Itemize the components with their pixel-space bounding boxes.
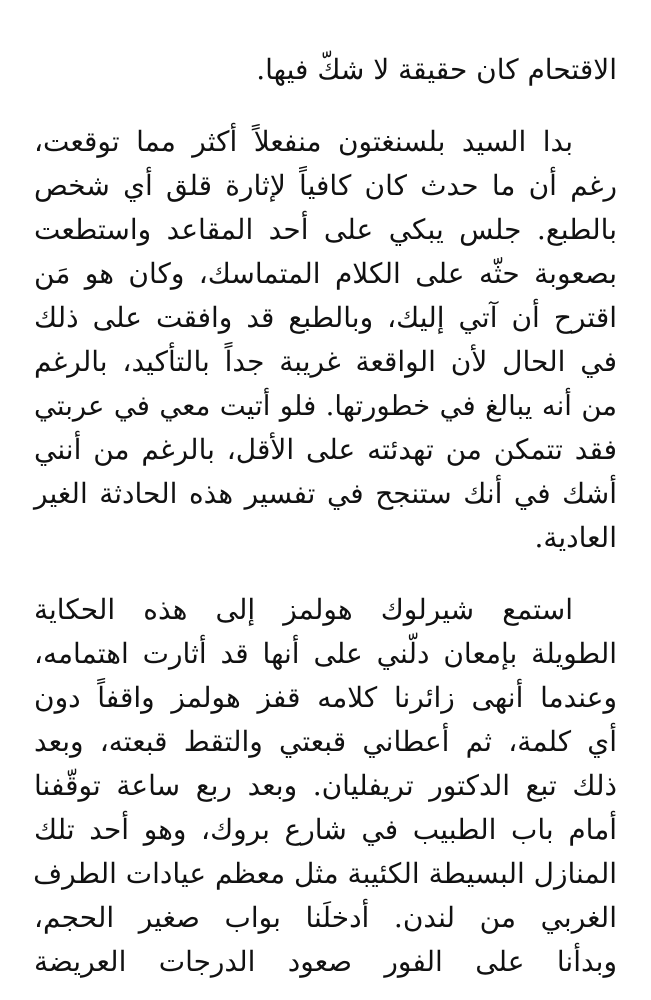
book-page xyxy=(34,0,617,1000)
text-line: أي كلمة، ثم أعطاني قبعتي والتقط قبعته، وبعد xyxy=(34,725,617,758)
text-line: العادية. xyxy=(534,521,617,554)
text-line: المنازل البسيطة الكئيبة مثل معظم عيادات الطرف xyxy=(33,857,617,890)
text-line: الاقتحام كان حقيقة لا شكّ فيها. xyxy=(256,53,617,86)
text-line: اقترح أن آتي إليك، وبالطبع قد وافقت على ذلك xyxy=(34,301,617,334)
text-line: الغربي من لندن. أدخلَنا بواب صغير الحجم، xyxy=(34,901,617,934)
text-line: ذلك تبع الدكتور تريفليان. وبعد ربع ساعة توقّفنا xyxy=(34,769,617,802)
text-line: بصعوبة حثّه على الكلام المتماسك، وكان هو مَن xyxy=(34,257,617,290)
text-line: استمع شيرلوك هولمز إلى هذه الحكاية xyxy=(34,593,573,626)
text-line: بالطبع. جلس يبكي على أحد المقاعد واستطعت xyxy=(34,213,617,246)
text-line: وعندما أنهى زائرنا كلامه قفز هولمز واقفاً دون xyxy=(34,681,617,714)
text-line: فقد تتمكن من تهدئته على الأقل، بالرغم من أنني xyxy=(34,433,617,466)
text-line: رغم أن ما حدث كان كافياً لإثارة قلق أي شخص xyxy=(34,169,617,202)
text-line: من أنه يبالغ في خطورتها. فلو أتيت معي في عربتي xyxy=(34,390,617,422)
text-line: في الحال لأن الواقعة غريبة جداً بالتأكيد، بالرغم xyxy=(34,345,617,378)
text-line: وبدأنا على الفور صعود الدرجات العريضة xyxy=(34,945,617,978)
text-line: بدا السيد بلسنغتون منفعلاً أكثر مما توقعت، xyxy=(34,125,573,158)
text-line: أمام باب الطبيب في شارع بروك، وهو أحد تلك xyxy=(34,813,617,846)
text-line: أشك في أنك ستنجح في تفسير هذه الحادثة الغير xyxy=(34,477,617,510)
text-line: الطويلة بإمعان دلّني على أنها قد أثارت اهتمامه، xyxy=(34,637,617,670)
